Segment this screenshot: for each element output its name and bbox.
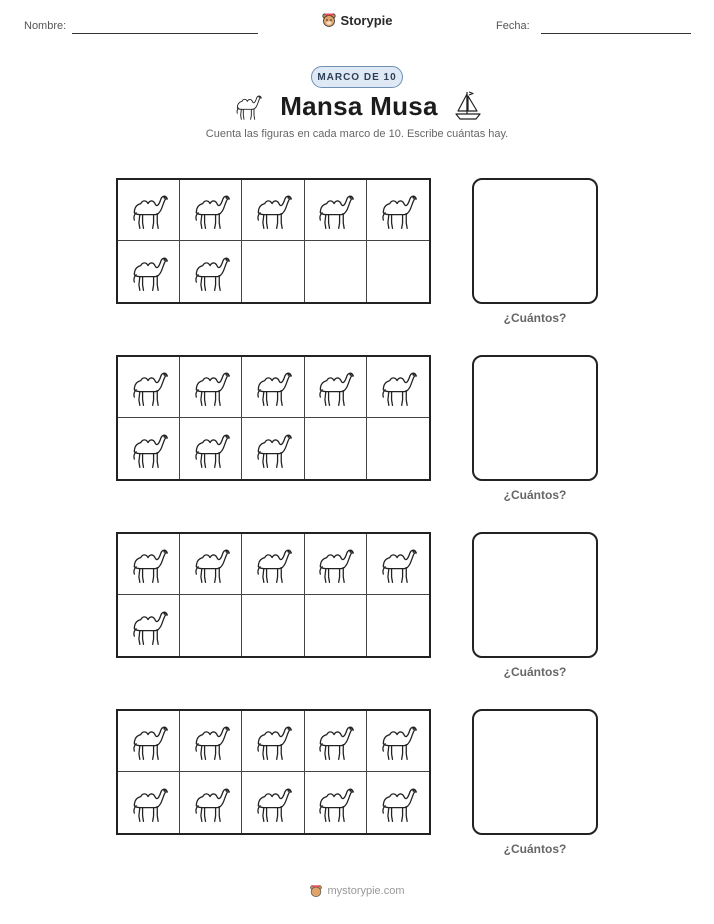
ten-frame-cell — [305, 534, 367, 595]
worksheet-type-badge: MARCO DE 10 — [311, 66, 403, 88]
ten-frame-cell — [367, 772, 429, 833]
ten-frame — [116, 709, 431, 835]
camel-icon — [251, 542, 295, 586]
ten-frame-cell — [242, 534, 304, 595]
page-title: Mansa Musa — [280, 90, 438, 121]
camel-icon — [189, 250, 233, 294]
camel-icon — [313, 365, 357, 409]
answer-box[interactable] — [472, 355, 598, 481]
ten-frame-cell — [305, 180, 367, 241]
ten-frame-cell — [367, 418, 429, 479]
ten-frame-cell — [242, 241, 304, 302]
sailboat-icon — [454, 90, 482, 122]
ten-frame-cell — [367, 711, 429, 772]
camel-icon — [376, 719, 420, 763]
ten-frame-cell — [118, 772, 180, 833]
name-line[interactable] — [72, 33, 258, 34]
ten-frame-cell — [242, 772, 304, 833]
camel-icon — [127, 719, 171, 763]
answer-label: ¿Cuántos? — [503, 488, 567, 502]
ten-frame-cell — [367, 595, 429, 656]
camel-icon — [251, 427, 295, 471]
camel-icon — [376, 365, 420, 409]
camel-icon — [127, 542, 171, 586]
camel-icon — [189, 542, 233, 586]
camel-icon — [251, 365, 295, 409]
ten-frame-cell — [242, 357, 304, 418]
ten-frame-cell — [180, 711, 242, 772]
ten-frame-cell — [118, 418, 180, 479]
bear-logo-icon — [321, 12, 337, 28]
ten-frame-cell — [118, 241, 180, 302]
ten-frame-cell — [305, 711, 367, 772]
answer-box[interactable] — [472, 178, 598, 304]
instructions: Cuenta las figuras en cada marco de 10. Escribe cuántas hay. — [205, 128, 509, 140]
brand-name: Storypie — [340, 12, 393, 28]
footer-url: mystorypie.com — [327, 885, 405, 897]
name-label: Nombre: — [24, 20, 67, 32]
camel-icon — [251, 781, 295, 825]
ten-frame-cell — [367, 241, 429, 302]
answer-box[interactable] — [472, 709, 598, 835]
footer — [0, 884, 714, 898]
ten-frame-cell — [118, 180, 180, 241]
camel-icon — [313, 781, 357, 825]
ten-frame-cell — [118, 357, 180, 418]
bear-logo-icon — [309, 884, 323, 898]
camel-icon — [127, 427, 171, 471]
brand — [0, 12, 714, 28]
ten-frame-cell — [180, 595, 242, 656]
ten-frame-cell — [118, 711, 180, 772]
ten-frame-cell — [180, 180, 242, 241]
ten-frame-cell — [180, 534, 242, 595]
date-label: Fecha: — [496, 20, 530, 32]
ten-frame — [116, 532, 431, 658]
ten-frame-cell — [242, 595, 304, 656]
camel-icon — [127, 188, 171, 232]
ten-frame-cell — [305, 357, 367, 418]
camel-icon — [313, 188, 357, 232]
camel-icon — [313, 719, 357, 763]
camel-icon — [127, 604, 171, 648]
ten-frame-cell — [180, 241, 242, 302]
ten-frame-cell — [242, 711, 304, 772]
ten-frame-cell — [242, 180, 304, 241]
ten-frame-cell — [367, 180, 429, 241]
ten-frame-cell — [180, 418, 242, 479]
camel-icon — [251, 719, 295, 763]
date-line[interactable] — [541, 33, 691, 34]
answer-label: ¿Cuántos? — [503, 665, 567, 679]
camel-icon — [313, 542, 357, 586]
ten-frame — [116, 355, 431, 481]
camel-icon — [189, 427, 233, 471]
ten-frame-cell — [180, 357, 242, 418]
camel-icon — [127, 781, 171, 825]
camel-icon — [127, 250, 171, 294]
title-row — [0, 90, 714, 122]
camel-icon — [189, 781, 233, 825]
camel-icon — [376, 188, 420, 232]
ten-frame-cell — [242, 418, 304, 479]
camel-icon — [376, 542, 420, 586]
answer-label: ¿Cuántos? — [503, 311, 567, 325]
answer-box[interactable] — [472, 532, 598, 658]
ten-frame-cell — [305, 595, 367, 656]
ten-frame-cell — [118, 534, 180, 595]
camel-icon — [376, 781, 420, 825]
ten-frame-cell — [305, 241, 367, 302]
ten-frame — [116, 178, 431, 304]
camel-icon — [232, 90, 264, 122]
camel-icon — [127, 365, 171, 409]
ten-frame-cell — [367, 534, 429, 595]
camel-icon — [189, 719, 233, 763]
camel-icon — [251, 188, 295, 232]
ten-frame-cell — [180, 772, 242, 833]
ten-frame-cell — [305, 772, 367, 833]
ten-frame-cell — [118, 595, 180, 656]
camel-icon — [189, 188, 233, 232]
ten-frame-cell — [305, 418, 367, 479]
answer-label: ¿Cuántos? — [503, 842, 567, 856]
ten-frame-cell — [367, 357, 429, 418]
camel-icon — [189, 365, 233, 409]
